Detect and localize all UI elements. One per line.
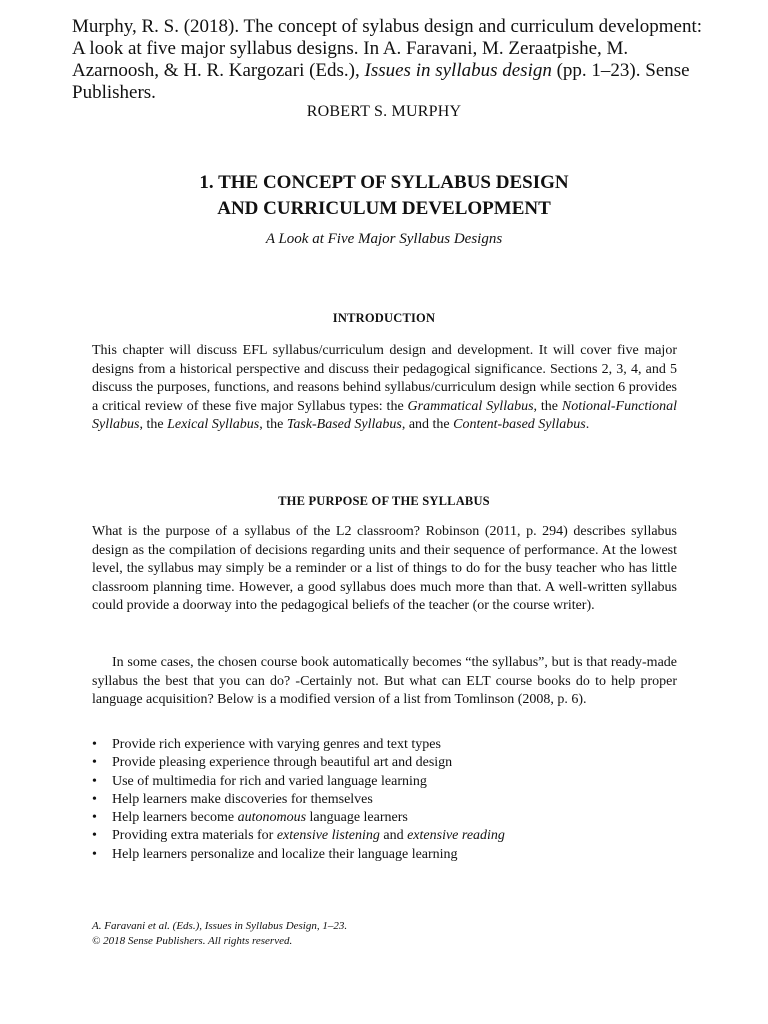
- chapter-title-line-2: AND CURRICULUM DEVELOPMENT: [217, 198, 551, 219]
- intro-text: This chapter will discuss EFL syllabus/curriculum design and development. It will cover five major designs from a historical perspective and discuss their pedagogical significance. Sections 2, 3, 4, and 5 discuss the purposes, functions, and reasons behind syllabus/curriculum design while section 6 provides a critical review of these five major Syllabus types: the: [92, 343, 677, 414]
- list-item: [92, 791, 677, 809]
- introduction-heading: INTRODUCTION: [332, 311, 436, 325]
- purpose-heading: THE PURPOSE OF THE SYLLABUS: [278, 494, 490, 508]
- bullet-icon: •: [92, 828, 97, 844]
- bullet-icon: •: [92, 755, 97, 771]
- list-item-text: Help learners make discoveries for themselves: [112, 791, 373, 807]
- citation-text: Murphy, R. S. (2018). The concept of sylabus design and curriculum development: A look at five major syllabus designs. In A. Faravani, M. Zeraatpishe, M. Azarnoosh, & H. R. Kargozari (Eds.),: [72, 16, 703, 81]
- list-item: [92, 773, 677, 791]
- list-item-text: Providing extra materials for: [112, 828, 277, 844]
- grammatical-syllabus-term: Grammatical Syllabus: [407, 398, 534, 414]
- author-name: ROBERT S. MURPHY: [306, 103, 462, 120]
- extensive-listening-term: extensive listening: [276, 828, 380, 844]
- purpose-paragraph-2: In some cases, the chosen course book automatically becomes “the syllabus”, but is that ready-made syllabus the best that you can do? -Certainly not. But what can ELT course books do to help proper language acquisition? Below is a modified version of a list from Tomlinson (2008, p. 6).: [92, 655, 677, 708]
- intro-end: .: [585, 417, 590, 433]
- notional-functional-syllabus-term: Notional-Functional Syllabus: [92, 398, 677, 433]
- page-footer: [92, 919, 592, 949]
- content-based-syllabus-term: Content-based Syllabus: [453, 417, 586, 433]
- list-item: [92, 754, 677, 772]
- list-item-text: Use of multimedia for rich and varied language learning: [112, 773, 427, 789]
- list-item-text: Provide pleasing experience through beautiful art and design: [112, 755, 453, 771]
- chapter-title-line-1: 1. THE CONCEPT OF SYLLABUS DESIGN: [199, 172, 569, 193]
- intro-connector-1: , the: [533, 398, 562, 414]
- list-item: [92, 736, 677, 754]
- chapter-title: [0, 170, 768, 222]
- list-item-connector: and: [379, 828, 408, 844]
- citation-book-title: Issues in syllabus design: [364, 60, 552, 81]
- list-item-text: Provide rich experience with varying genres and text types: [112, 737, 441, 752]
- chapter-subtitle: A Look at Five Major Syllabus Designs: [265, 231, 503, 247]
- intro-connector-4: , and the: [401, 417, 454, 433]
- intro-connector-3: , the: [259, 417, 287, 433]
- bullet-icon: •: [92, 773, 97, 789]
- list-item-text: Help learners personalize and localize their language learning: [112, 846, 458, 862]
- course-book-list: [92, 736, 677, 864]
- list-item-text-end: language learners: [306, 810, 408, 826]
- bullet-icon: •: [92, 791, 97, 807]
- lexical-syllabus-term: Lexical Syllabus: [167, 417, 260, 433]
- footer-source: A. Faravani et al. (Eds.), Issues in Syllabus Design, 1–23.: [92, 920, 348, 932]
- list-item-text: Help learners become: [112, 810, 238, 826]
- bullet-icon: •: [92, 846, 97, 862]
- bullet-icon: •: [92, 737, 97, 752]
- footer-copyright: © 2018 Sense Publishers. All rights reserved.: [92, 935, 293, 947]
- list-item: [92, 846, 677, 864]
- list-item: [92, 827, 677, 845]
- extensive-reading-term: extensive reading: [407, 828, 505, 844]
- task-based-syllabus-term: Task-Based Syllabus: [286, 417, 402, 433]
- citation-pages: (pp. 1–23). Sense Publishers.: [72, 60, 690, 103]
- citation: [72, 16, 712, 104]
- intro-connector-2: , the: [139, 417, 168, 433]
- purpose-paragraph-1: What is the purpose of a syllabus of the L2 classroom? Robinson (2011, p. 294) describes syllabus design as the compilation of decisions regarding units and their sequence of performance. At the lowest level, the syllabus may simply be a reminder or a list of things to do for the busy teacher who has little classroom planning time. However, a good syllabus does much more than that. A well-written syllabus could provide a doorway into the pedagogical beliefs of the teacher (or the course writer).: [92, 524, 677, 614]
- autonomous-term: autonomous: [237, 810, 307, 826]
- introduction-paragraph: [92, 342, 677, 435]
- bullet-icon: •: [92, 810, 97, 826]
- list-item: [92, 809, 677, 827]
